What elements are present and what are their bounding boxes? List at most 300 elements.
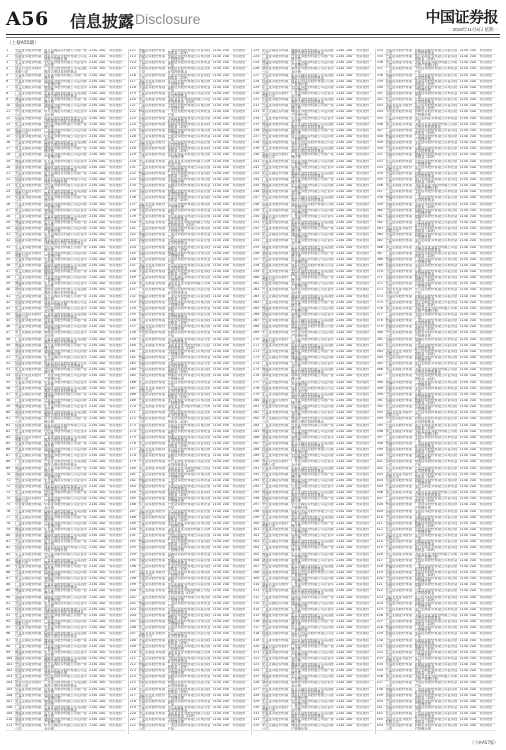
product-cell: 国泰君安证券股份有限公司企业年金计划 bbox=[291, 632, 334, 639]
quantity-cell: 200 bbox=[222, 251, 229, 255]
price-cell: 2150 bbox=[336, 718, 344, 722]
serial-cell: 45 bbox=[6, 319, 11, 323]
price-cell: 2150 bbox=[89, 650, 97, 654]
quantity-cell: 200 bbox=[346, 650, 353, 654]
status-cell: 有效报价 bbox=[479, 202, 493, 206]
quantity-cell: 200 bbox=[99, 270, 106, 274]
quantity-cell: 200 bbox=[222, 620, 229, 624]
status-cell: 有效报价 bbox=[232, 61, 246, 65]
institution-cell: 招商证券股份有限公司 bbox=[262, 693, 289, 700]
price-cell: 2150 bbox=[459, 497, 468, 501]
product-cell: 广发证券股份有限公司混合型证券投资基金 bbox=[414, 442, 458, 448]
product-cell: 广发证券股份有限公司资产管理计划 bbox=[291, 153, 334, 160]
institution-cell: 中信证券股份有限公司 bbox=[138, 552, 165, 559]
status-cell: 有效报价 bbox=[232, 601, 246, 605]
price-cell: 2150 bbox=[89, 374, 97, 378]
status-cell: 有效报价 bbox=[479, 564, 493, 568]
price-cell: 2150 bbox=[459, 564, 468, 568]
product-cell: 国泰君安证券股份有限公司混合型证券投资基金 bbox=[414, 368, 458, 375]
serial-cell: 101 bbox=[6, 663, 13, 667]
institution-cell: 中信证券股份有限公司 bbox=[262, 196, 289, 203]
serial-cell: 233 bbox=[253, 110, 260, 114]
product-cell: 东方证券股份有限公司资产管理计划 bbox=[44, 220, 87, 227]
institution-cell: 海通证券股份有限公司 bbox=[385, 380, 412, 387]
serial-cell: 150 bbox=[129, 282, 136, 286]
quantity-cell: 200 bbox=[469, 171, 476, 175]
price-cell: 2150 bbox=[459, 429, 468, 433]
product-cell: 国泰君安证券股份有限公司集合资产管理计划 bbox=[414, 429, 458, 436]
quantity-cell: 200 bbox=[346, 55, 353, 59]
institution-cell: 浙商证券股份有限公司 bbox=[15, 595, 42, 602]
product-cell: 国泰君安证券股份有限公司证券投资基金（LOF） bbox=[167, 98, 211, 105]
serial-cell: 339 bbox=[376, 79, 383, 83]
institution-cell: 海通证券股份有限公司 bbox=[385, 257, 412, 264]
status-cell: 有效报价 bbox=[479, 374, 493, 378]
product-cell: 国泰君安证券股份有限公司定向资产管理计划 bbox=[44, 546, 87, 553]
institution-cell: 申万宏源证券有限公司 bbox=[385, 429, 412, 436]
product-cell: 东方证券股份有限公司集合资产管理计划 bbox=[167, 693, 211, 700]
serial-cell: 154 bbox=[129, 306, 136, 310]
institution-cell: 华泰证券股份有限公司 bbox=[262, 650, 289, 657]
status-cell: 有效报价 bbox=[232, 521, 246, 525]
price-cell: 2150 bbox=[89, 171, 97, 175]
price-cell: 2150 bbox=[212, 675, 221, 679]
price-cell: 2150 bbox=[459, 294, 468, 298]
institution-cell: 国泰君安证券股份有限公司 bbox=[15, 435, 42, 442]
status-cell: 有效报价 bbox=[479, 55, 493, 59]
status-cell: 有效报价 bbox=[232, 98, 246, 102]
institution-cell: 中信证券股份有限公司 bbox=[385, 638, 412, 645]
product-cell: 广发证券股份有限公司证券投资基金（LOF） bbox=[167, 171, 211, 178]
header-rule-thin bbox=[6, 37, 500, 38]
quantity-cell: 200 bbox=[469, 699, 476, 703]
institution-cell: 海通证券股份有限公司 bbox=[15, 220, 42, 227]
status-cell: 有效报价 bbox=[356, 356, 370, 360]
serial-cell: 144 bbox=[129, 245, 136, 249]
serial-cell: 327 bbox=[253, 687, 260, 691]
serial-cell: 67 bbox=[6, 454, 11, 458]
status-cell: 有效报价 bbox=[109, 583, 123, 587]
product-cell: 海通证券股份有限公司资产管理计划 bbox=[44, 392, 87, 399]
quantity-cell: 200 bbox=[469, 429, 476, 433]
price-cell: 2150 bbox=[459, 73, 468, 77]
status-cell: 有效报价 bbox=[356, 515, 370, 519]
price-cell: 2150 bbox=[459, 595, 468, 599]
institution-cell: 申万宏源证券有限公司 bbox=[385, 306, 412, 313]
status-cell: 有效报价 bbox=[109, 527, 123, 531]
serial-cell: 424 bbox=[376, 601, 383, 605]
serial-cell: 386 bbox=[376, 368, 383, 372]
status-cell: 有效报价 bbox=[479, 589, 493, 593]
quantity-cell: 200 bbox=[346, 67, 353, 71]
status-cell: 有效报价 bbox=[232, 349, 246, 353]
serial-cell: 438 bbox=[376, 687, 383, 691]
quantity-cell: 200 bbox=[99, 435, 106, 439]
status-cell: 有效报价 bbox=[356, 656, 370, 660]
price-cell: 2150 bbox=[89, 632, 97, 636]
status-cell: 有效报价 bbox=[232, 300, 246, 304]
product-cell: 申万宏源证券有限公司混合型证券投资基金 bbox=[167, 337, 211, 344]
quantity-cell: 200 bbox=[346, 405, 353, 409]
product-cell: 国泰君安证券股份有限公司灵活配置混合型证券投资基金 bbox=[44, 607, 87, 614]
price-cell: 2150 bbox=[459, 527, 468, 531]
product-cell: 申万宏源证券有限公司集合资产管理计划 bbox=[167, 276, 211, 283]
quantity-cell: 200 bbox=[99, 319, 106, 323]
quantity-cell: 200 bbox=[346, 583, 353, 587]
product-cell: 招商证券股份有限公司混合型证券投资基金 bbox=[414, 270, 458, 277]
serial-cell: 264 bbox=[253, 300, 260, 304]
serial-cell: 325 bbox=[253, 675, 260, 679]
institution-cell: 国泰君安证券股份有限公司 bbox=[138, 693, 165, 700]
serial-cell: 94 bbox=[6, 620, 11, 624]
price-cell: 2150 bbox=[459, 67, 468, 71]
price-cell: 2150 bbox=[459, 98, 468, 102]
status-cell: 有效报价 bbox=[356, 534, 370, 538]
price-cell: 2150 bbox=[212, 202, 221, 206]
quantity-cell: 200 bbox=[222, 638, 229, 642]
price-cell: 2150 bbox=[89, 546, 97, 550]
price-cell: 2150 bbox=[89, 527, 97, 531]
serial-cell: 413 bbox=[376, 534, 383, 538]
product-cell: 招商证券股份有限公司定向资产管理计划 bbox=[44, 570, 87, 577]
serial-cell: 304 bbox=[253, 546, 260, 550]
status-cell: 有效报价 bbox=[479, 128, 493, 132]
product-cell: 招商证券股份有限公司企业年金计划 bbox=[291, 534, 334, 541]
serial-cell: 126 bbox=[129, 134, 136, 138]
institution-cell: 申万宏源证券有限公司 bbox=[262, 478, 289, 485]
quantity-cell: 200 bbox=[99, 79, 106, 83]
status-cell: 有效报价 bbox=[479, 613, 493, 617]
serial-cell: 287 bbox=[253, 442, 260, 445]
serial-cell: 294 bbox=[253, 484, 260, 488]
product-cell: 广发证券股份有限公司资产管理计划 bbox=[291, 644, 334, 651]
serial-cell: 430 bbox=[376, 638, 383, 642]
status-cell: 有效报价 bbox=[232, 306, 246, 310]
institution-cell: 广发证券股份有限公司 bbox=[138, 534, 165, 541]
quantity-cell: 200 bbox=[346, 233, 353, 237]
quantity-cell: 200 bbox=[346, 91, 353, 95]
quantity-cell: 200 bbox=[346, 208, 353, 212]
status-cell: 有效报价 bbox=[232, 239, 246, 243]
institution-cell: 中信证券股份有限公司 bbox=[138, 306, 165, 313]
institution-cell: 浙商证券股份有限公司 bbox=[15, 411, 42, 418]
status-cell: 有效报价 bbox=[109, 448, 123, 452]
serial-cell: 335 bbox=[376, 55, 383, 59]
status-cell: 有效报价 bbox=[479, 227, 493, 231]
quantity-cell: 200 bbox=[99, 699, 106, 703]
serial-cell: 20 bbox=[6, 165, 11, 169]
institution-cell: 广发证券股份有限公司 bbox=[385, 435, 412, 442]
serial-cell: 391 bbox=[376, 399, 383, 403]
status-cell: 有效报价 bbox=[479, 368, 493, 372]
quantity-cell: 200 bbox=[99, 460, 106, 464]
institution-cell: 华泰证券股份有限公司 bbox=[15, 380, 42, 387]
quantity-cell: 200 bbox=[469, 650, 476, 654]
serial-cell: 122 bbox=[129, 110, 136, 114]
status-cell: 有效报价 bbox=[356, 546, 370, 550]
quantity-cell: 200 bbox=[222, 589, 229, 593]
institution-cell: 华泰证券股份有限公司 bbox=[262, 712, 289, 719]
institution-cell: 兴业证券股份有限公司 bbox=[138, 153, 165, 160]
product-cell: 华泰证券股份有限公司灵活配置混合型证券投资基金 bbox=[291, 712, 334, 719]
institution-cell: 广发证券股份有限公司 bbox=[385, 190, 412, 197]
quantity-cell: 200 bbox=[222, 595, 229, 599]
status-cell: 有效报价 bbox=[232, 675, 246, 679]
serial-cell: 19 bbox=[6, 159, 11, 163]
price-cell: 2150 bbox=[336, 552, 344, 556]
price-cell: 2150 bbox=[336, 165, 344, 169]
price-cell: 2150 bbox=[212, 343, 221, 347]
serial-cell: 435 bbox=[376, 669, 383, 673]
status-cell: 有效报价 bbox=[232, 214, 246, 218]
status-cell: 有效报价 bbox=[109, 515, 123, 519]
price-cell: 2150 bbox=[212, 405, 221, 409]
product-cell: 兴业证券股份有限公司企业年金计划 bbox=[291, 607, 334, 614]
product-cell: 浙商证券股份有限公司证券投资基金（LOF） bbox=[167, 638, 211, 645]
institution-cell: 海通证券股份有限公司 bbox=[138, 294, 165, 301]
institution-cell: 兴业证券股份有限公司 bbox=[138, 460, 165, 467]
quantity-cell: 200 bbox=[99, 184, 106, 188]
quantity-cell: 200 bbox=[99, 527, 106, 531]
product-cell: 海通证券股份有限公司资产管理计划 bbox=[44, 638, 87, 645]
quantity-cell: 200 bbox=[346, 386, 353, 390]
status-cell: 有效报价 bbox=[479, 693, 493, 697]
status-cell: 有效报价 bbox=[479, 214, 493, 218]
institution-cell: 申万宏源证券有限公司 bbox=[138, 98, 165, 105]
institution-cell: 国泰君安证券股份有限公司 bbox=[138, 386, 165, 393]
serial-cell: 282 bbox=[253, 411, 260, 415]
serial-cell: 53 bbox=[6, 368, 11, 372]
institution-cell: 招商证券股份有限公司 bbox=[262, 202, 289, 209]
quantity-cell: 200 bbox=[99, 552, 106, 556]
serial-cell: 288 bbox=[253, 448, 260, 452]
institution-cell: 招商证券股份有限公司 bbox=[15, 177, 42, 184]
price-cell: 2150 bbox=[89, 663, 97, 667]
price-cell: 2150 bbox=[459, 184, 468, 188]
product-cell: 中信证券股份有限公司混合型证券投资基金 bbox=[167, 165, 211, 172]
institution-cell: 招商证券股份有限公司 bbox=[15, 300, 42, 307]
price-cell: 2150 bbox=[459, 116, 468, 120]
serial-cell: 320 bbox=[253, 644, 260, 648]
product-cell: 申万宏源证券有限公司定向资产管理计划 bbox=[291, 257, 334, 264]
institution-cell: 申万宏源证券有限公司 bbox=[385, 675, 412, 682]
price-cell: 2150 bbox=[336, 227, 344, 231]
price-cell: 2150 bbox=[336, 91, 344, 95]
price-cell: 2150 bbox=[212, 577, 221, 581]
status-cell: 有效报价 bbox=[356, 638, 370, 642]
quantity-cell: 200 bbox=[222, 577, 229, 581]
quantity-cell: 200 bbox=[222, 202, 229, 206]
price-cell: 2150 bbox=[459, 288, 468, 292]
serial-cell: 194 bbox=[129, 552, 136, 556]
quantity-cell: 200 bbox=[222, 650, 229, 654]
product-cell: 广发证券股份有限公司灵活配置混合型证券投资基金 bbox=[44, 681, 87, 688]
status-cell: 有效报价 bbox=[479, 147, 493, 151]
product-cell: 中信证券股份有限公司定向资产管理计划 bbox=[291, 699, 334, 706]
product-cell: 广发证券股份有限公司集合资产管理计划 bbox=[414, 257, 458, 264]
product-cell: 招商证券股份有限公司企业年金计划 bbox=[291, 165, 334, 172]
product-cell: 海通证券股份有限公司养老金产品 bbox=[414, 583, 458, 590]
status-cell: 有效报价 bbox=[356, 110, 370, 114]
product-cell: 申万宏源证券有限公司证券投资基金（LOF） bbox=[414, 423, 458, 430]
status-cell: 有效报价 bbox=[232, 478, 246, 482]
product-cell: 广发证券股份有限公司企业年金计划 bbox=[291, 91, 334, 98]
institution-cell: 广发证券股份有限公司 bbox=[15, 337, 42, 344]
product-cell: 浙商证券股份有限公司企业年金计划 bbox=[291, 67, 334, 74]
institution-cell: 华泰证券股份有限公司 bbox=[138, 147, 165, 154]
quantity-cell: 200 bbox=[99, 454, 106, 458]
price-cell: 2150 bbox=[336, 331, 344, 335]
status-cell: 有效报价 bbox=[479, 220, 493, 224]
product-cell: 兴业证券股份有限公司资产管理计划 bbox=[291, 177, 334, 184]
status-cell: 有效报价 bbox=[232, 681, 246, 685]
price-cell: 2150 bbox=[89, 491, 97, 495]
status-cell: 有效报价 bbox=[479, 558, 493, 562]
serial-cell: 396 bbox=[376, 429, 383, 433]
status-cell: 有效报价 bbox=[479, 460, 493, 464]
institution-cell: 广发证券股份有限公司 bbox=[15, 706, 42, 713]
institution-cell: 国泰君安证券股份有限公司 bbox=[385, 349, 412, 356]
quantity-cell: 200 bbox=[222, 527, 229, 531]
quantity-cell: 200 bbox=[346, 399, 353, 403]
serial-cell: 336 bbox=[376, 61, 383, 65]
institution-cell: 东方证券股份有限公司 bbox=[15, 184, 42, 191]
product-cell: 招商证券股份有限公司证券投资基金（LOF） bbox=[167, 613, 211, 620]
product-cell: 招商证券股份有限公司集合资产管理计划 bbox=[414, 331, 458, 338]
status-cell: 有效报价 bbox=[109, 270, 123, 274]
serial-cell: 369 bbox=[376, 263, 383, 267]
quantity-cell: 200 bbox=[99, 595, 106, 599]
product-cell: 东方证券股份有限公司证券投资基金（LOF） bbox=[414, 227, 458, 234]
institution-cell: 海通证券股份有限公司 bbox=[262, 306, 289, 313]
quantity-cell: 200 bbox=[99, 141, 106, 145]
quantity-cell: 200 bbox=[469, 632, 476, 636]
institution-cell: 东方证券股份有限公司 bbox=[138, 196, 165, 203]
institution-cell: 兴业证券股份有限公司 bbox=[138, 521, 165, 528]
serial-cell: 64 bbox=[6, 435, 11, 439]
status-cell: 有效报价 bbox=[232, 153, 246, 157]
serial-cell: 189 bbox=[129, 521, 136, 525]
status-cell: 有效报价 bbox=[109, 257, 123, 261]
column-divider bbox=[128, 49, 129, 734]
status-cell: 有效报价 bbox=[356, 570, 370, 574]
status-cell: 有效报价 bbox=[356, 202, 370, 206]
institution-cell: 广发证券股份有限公司 bbox=[15, 153, 42, 160]
status-cell: 有效报价 bbox=[356, 73, 370, 77]
quantity-cell: 200 bbox=[222, 233, 229, 237]
quantity-cell: 200 bbox=[346, 693, 353, 697]
quantity-cell: 200 bbox=[469, 134, 476, 138]
product-cell: 招商证券股份有限公司定向资产管理计划 bbox=[44, 693, 87, 700]
serial-cell: 146 bbox=[129, 257, 136, 261]
price-cell: 2150 bbox=[459, 577, 468, 581]
quantity-cell: 200 bbox=[222, 141, 229, 145]
status-cell: 有效报价 bbox=[479, 699, 493, 703]
status-cell: 有效报价 bbox=[479, 288, 493, 292]
quantity-cell: 200 bbox=[346, 503, 353, 507]
serial-cell: 111 bbox=[6, 724, 13, 728]
price-cell: 2150 bbox=[336, 589, 344, 593]
product-cell: 兴业证券股份有限公司企业年金计划 bbox=[291, 484, 334, 491]
serial-cell: 200 bbox=[129, 589, 136, 593]
price-cell: 2150 bbox=[89, 356, 97, 360]
price-cell: 2150 bbox=[212, 472, 221, 476]
institution-cell: 海通证券股份有限公司 bbox=[138, 663, 165, 670]
product-cell: 兴业证券股份有限公司集合资产管理计划 bbox=[414, 527, 458, 534]
serial-cell: 175 bbox=[129, 435, 136, 439]
product-cell: 浙商证券股份有限公司企业年金计划 bbox=[291, 313, 334, 320]
status-cell: 有效报价 bbox=[479, 233, 493, 237]
serial-cell: 182 bbox=[129, 478, 136, 482]
price-cell: 2150 bbox=[336, 417, 344, 421]
quantity-cell: 200 bbox=[469, 503, 476, 507]
institution-cell: 海通证券股份有限公司 bbox=[262, 184, 289, 191]
status-cell: 有效报价 bbox=[479, 509, 493, 513]
product-cell: 中信证券股份有限公司养老金产品 bbox=[414, 67, 458, 74]
price-cell: 2150 bbox=[89, 214, 97, 218]
institution-cell: 中信证券股份有限公司 bbox=[385, 85, 412, 92]
price-cell: 2150 bbox=[212, 356, 221, 360]
serial-cell: 12 bbox=[6, 116, 11, 120]
institution-cell: 广发证券股份有限公司 bbox=[385, 497, 412, 504]
price-cell: 2150 bbox=[459, 104, 468, 108]
institution-cell: 华泰证券股份有限公司 bbox=[385, 294, 412, 301]
serial-cell: 48 bbox=[6, 337, 11, 341]
quantity-cell: 200 bbox=[222, 67, 229, 71]
price-cell: 2150 bbox=[212, 282, 221, 286]
serial-cell: 289 bbox=[253, 454, 260, 458]
status-cell: 有效报价 bbox=[479, 503, 493, 507]
serial-cell: 166 bbox=[129, 380, 136, 384]
institution-cell: 海通证券股份有限公司 bbox=[385, 134, 412, 141]
serial-cell: 309 bbox=[253, 577, 260, 581]
price-cell: 2150 bbox=[212, 601, 221, 605]
price-cell: 2150 bbox=[336, 675, 344, 679]
serial-cell: 135 bbox=[129, 190, 136, 194]
quantity-cell: 200 bbox=[346, 263, 353, 267]
quantity-cell: 200 bbox=[469, 196, 476, 200]
price-cell: 2150 bbox=[459, 49, 468, 52]
serial-cell: 385 bbox=[376, 362, 383, 366]
price-cell: 2150 bbox=[459, 227, 468, 231]
quantity-cell: 200 bbox=[346, 196, 353, 200]
quantity-cell: 200 bbox=[346, 325, 353, 329]
institution-cell: 海通证券股份有限公司 bbox=[138, 49, 165, 55]
quantity-cell: 200 bbox=[469, 411, 476, 415]
quantity-cell: 200 bbox=[469, 368, 476, 372]
serial-cell: 258 bbox=[253, 263, 260, 267]
institution-cell: 兴业证券股份有限公司 bbox=[262, 165, 289, 172]
product-cell: 申万宏源证券有限公司灵活配置混合型证券投资基金 bbox=[291, 73, 334, 80]
quantity-cell: 200 bbox=[222, 626, 229, 630]
institution-cell: 国泰君安证券股份有限公司 bbox=[262, 214, 289, 221]
status-cell: 有效报价 bbox=[109, 472, 123, 476]
serial-cell: 286 bbox=[253, 435, 260, 439]
status-cell: 有效报价 bbox=[109, 61, 123, 65]
quantity-cell: 200 bbox=[222, 687, 229, 691]
quantity-cell: 200 bbox=[469, 583, 476, 587]
price-cell: 2150 bbox=[459, 85, 468, 89]
product-cell: 华泰证券股份有限公司证券投资基金（LOF） bbox=[414, 79, 458, 86]
product-cell: 东方证券股份有限公司混合型证券投资基金 bbox=[167, 263, 211, 270]
quantity-cell: 200 bbox=[346, 601, 353, 605]
product-cell: 广发证券股份有限公司集合资产管理计划 bbox=[414, 626, 458, 633]
price-cell: 2150 bbox=[336, 294, 344, 298]
product-cell: 兴业证券股份有限公司集合资产管理计划 bbox=[414, 650, 458, 657]
status-cell: 有效报价 bbox=[109, 620, 123, 624]
price-cell: 2150 bbox=[459, 392, 468, 396]
status-cell: 有效报价 bbox=[356, 577, 370, 581]
